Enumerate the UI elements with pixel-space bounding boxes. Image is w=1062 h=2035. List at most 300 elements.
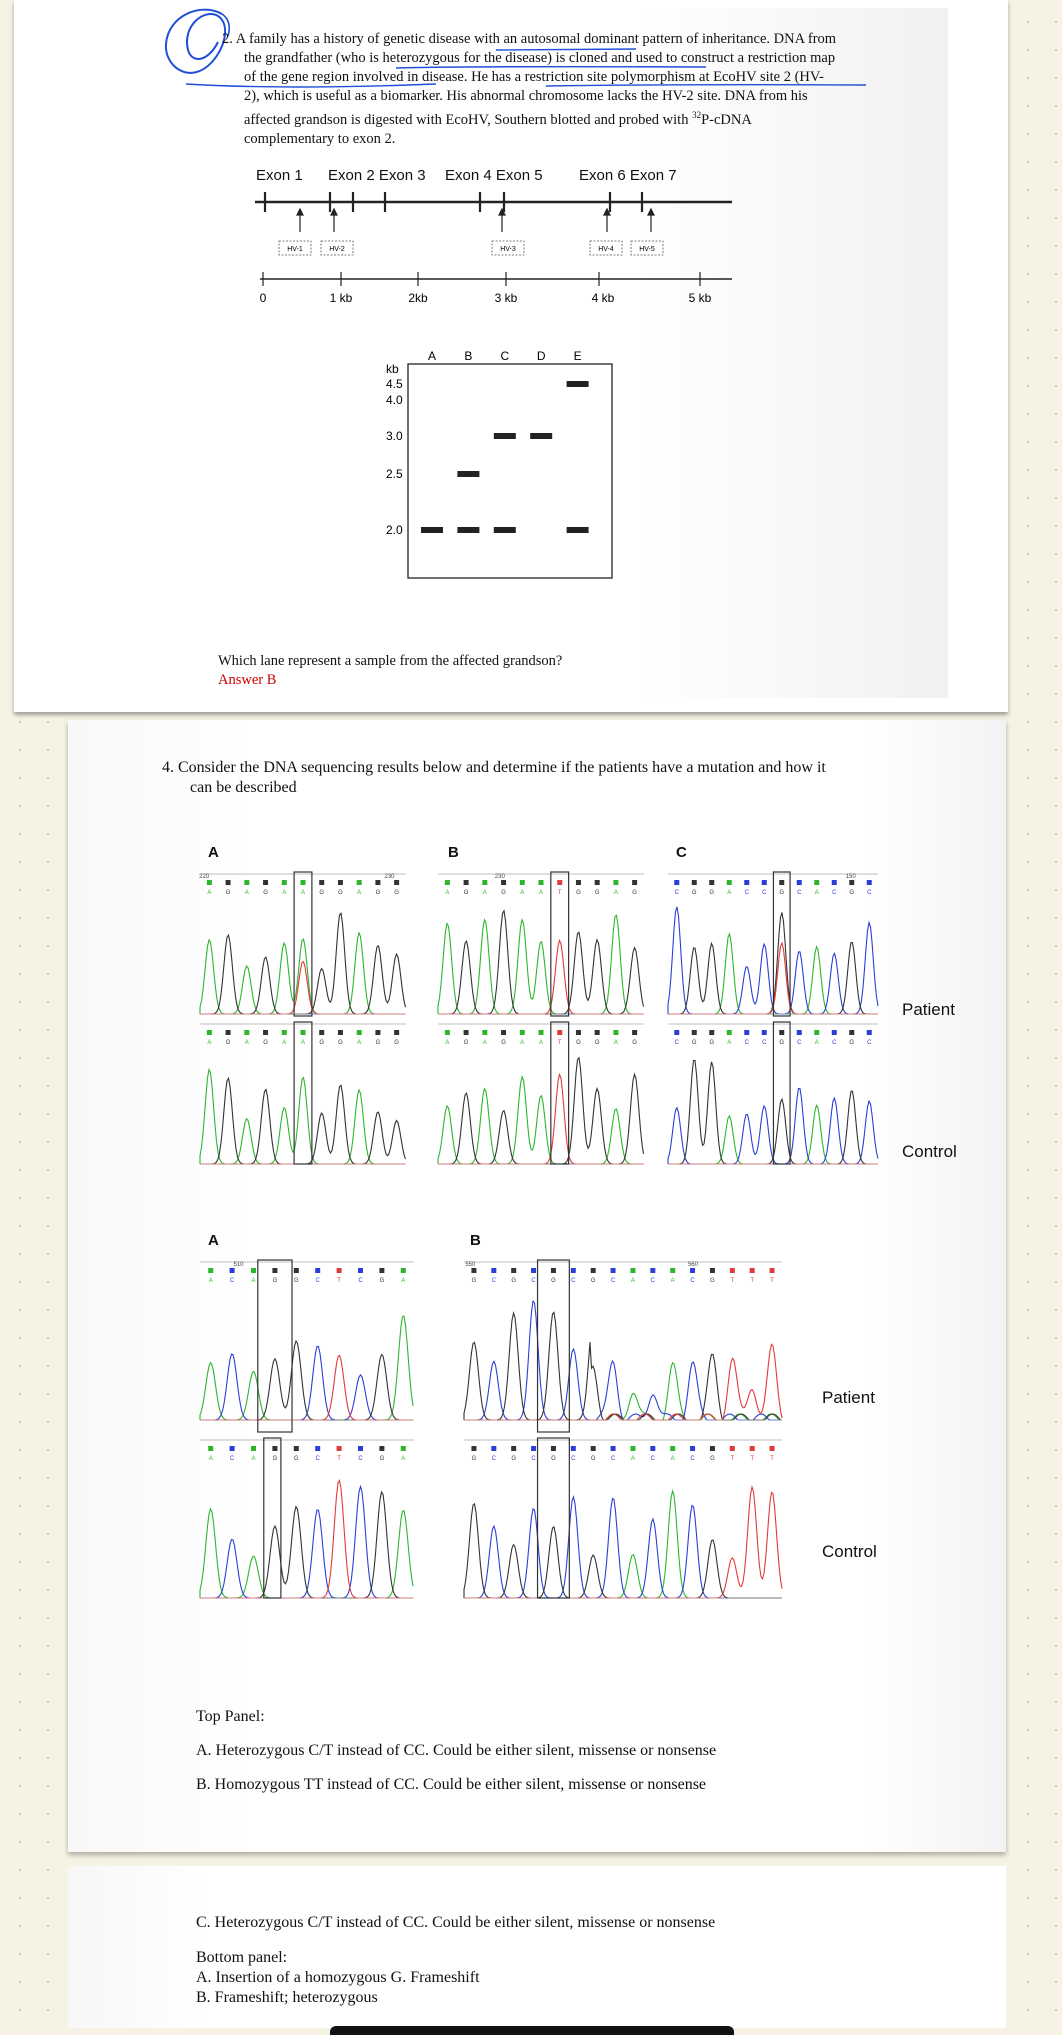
base-letter: A: [630, 1278, 635, 1284]
chromatogram-top-b: [434, 868, 646, 1176]
base-mark: [208, 1268, 213, 1273]
top-panel-label-b: B: [448, 844, 459, 861]
base-mark: [379, 1268, 384, 1273]
position-number: 510: [233, 1262, 244, 1268]
base-mark: [762, 1030, 767, 1035]
base-mark: [551, 1268, 556, 1273]
base-mark: [832, 880, 837, 885]
base-mark: [531, 1268, 536, 1273]
base-letter: A: [251, 1278, 256, 1284]
base-letter: A: [208, 1278, 213, 1284]
base-letter: A: [613, 1040, 618, 1046]
base-mark: [471, 1268, 476, 1273]
base-letter: C: [744, 890, 749, 896]
gel-kb-label: kb: [386, 362, 399, 376]
base-letter: G: [849, 890, 855, 896]
base-letter: A: [445, 890, 450, 896]
trace-a: [438, 1077, 644, 1164]
base-mark: [338, 880, 343, 885]
base-letter: T: [750, 1456, 755, 1462]
base-letter: G: [511, 1456, 517, 1462]
base-mark: [849, 880, 854, 885]
base-mark: [797, 1030, 802, 1035]
base-letter: G: [394, 1040, 399, 1046]
base-mark: [251, 1268, 256, 1273]
base-mark: [482, 1030, 487, 1035]
base-letter: C: [674, 890, 679, 896]
base-letter: C: [571, 1278, 576, 1284]
base-letter: G: [779, 890, 785, 896]
trace-t: [464, 1344, 782, 1420]
base-mark: [401, 1268, 406, 1273]
base-mark: [650, 1446, 655, 1451]
base-letter: A: [282, 890, 287, 896]
base-letter: A: [208, 1456, 213, 1462]
base-mark: [357, 880, 362, 885]
base-mark: [226, 1030, 231, 1035]
base-letter: C: [744, 1040, 749, 1046]
base-mark: [630, 1446, 635, 1451]
base-mark: [814, 1030, 819, 1035]
answers-continued: [196, 1912, 715, 2008]
base-letter: A: [814, 890, 819, 896]
base-letter: C: [832, 1040, 837, 1046]
base-letter: G: [263, 890, 268, 896]
chromatogram-top-c: [664, 868, 880, 1176]
base-letter: G: [691, 890, 697, 896]
base-letter: C: [229, 1456, 235, 1462]
base-mark: [226, 880, 231, 885]
base-letter: G: [379, 1278, 385, 1284]
question-4-line-2: can be described: [190, 779, 297, 796]
top-row-label-control: Control: [902, 1142, 957, 1161]
base-mark: [709, 880, 714, 885]
gel-band-c-3: [494, 433, 516, 439]
base-letter: C: [832, 890, 837, 896]
gel-marker-2-0: 2.0: [386, 523, 403, 537]
base-mark: [358, 1446, 363, 1451]
base-mark: [520, 880, 525, 885]
top-panel-title: Top Panel:: [196, 1708, 265, 1725]
position-number: 230: [494, 874, 505, 880]
base-letter: A: [244, 890, 249, 896]
base-letter: T: [337, 1278, 341, 1284]
base-mark: [727, 880, 732, 885]
gel-marker-4-5: 4.5: [386, 377, 403, 391]
base-mark: [571, 1268, 576, 1273]
base-mark: [727, 1030, 732, 1035]
base-mark: [511, 1268, 516, 1273]
base-mark: [867, 880, 872, 885]
base-letter: C: [315, 1456, 320, 1462]
base-letter: G: [293, 1278, 299, 1284]
base-mark: [690, 1268, 695, 1273]
base-letter: G: [338, 1040, 343, 1046]
trace-a: [200, 1509, 413, 1598]
base-mark: [779, 880, 784, 885]
base-letter: C: [797, 1040, 802, 1046]
base-letter: G: [849, 1040, 855, 1046]
position-number: 150: [845, 874, 856, 880]
site-hv-2: HV-2: [329, 246, 345, 253]
base-mark: [576, 1030, 581, 1035]
base-letter: G: [779, 1040, 785, 1046]
base-letter: G: [501, 1040, 506, 1046]
question-2-number: 2.: [222, 31, 233, 47]
base-letter: A: [670, 1456, 675, 1462]
base-letter: T: [770, 1278, 774, 1284]
base-mark: [770, 1268, 775, 1273]
trace-g: [200, 913, 406, 1014]
exon-label-4-5: Exon 4 Exon 5: [445, 167, 543, 184]
base-mark: [244, 1030, 249, 1035]
position-number: 560: [687, 1262, 698, 1268]
base-mark: [482, 880, 487, 885]
base-letter: C: [358, 1456, 363, 1462]
base-mark: [674, 1030, 679, 1035]
base-mark: [208, 1446, 213, 1451]
base-letter: G: [511, 1278, 517, 1284]
base-letter: G: [225, 1040, 231, 1046]
base-mark: [770, 1446, 775, 1451]
base-mark: [750, 1446, 755, 1451]
base-mark: [670, 1268, 675, 1273]
trace-g: [200, 1078, 406, 1164]
base-mark: [630, 1268, 635, 1273]
base-mark: [531, 1446, 536, 1451]
gel-lane-label-d: D: [536, 349, 546, 363]
gel-band-d-3: [530, 433, 552, 439]
base-letter: A: [613, 890, 618, 896]
site-hv-5: HV-5: [639, 246, 655, 253]
gel-band-c-2: [494, 527, 516, 533]
base-letter: A: [300, 890, 306, 896]
base-mark: [301, 1030, 306, 1035]
base-mark: [779, 1030, 784, 1035]
base-letter: A: [538, 890, 544, 896]
base-mark: [491, 1268, 496, 1273]
question-2-line-1: A family has a history of genetic disease with an autosomal dominant pattern of inheritance. DNA from: [235, 31, 837, 47]
gel-marker-2-5: 2.5: [386, 467, 403, 481]
base-mark: [251, 1446, 256, 1451]
base-letter: G: [379, 1456, 385, 1462]
base-letter: G: [375, 890, 381, 896]
base-mark: [263, 1030, 268, 1035]
base-letter: G: [375, 1040, 381, 1046]
base-letter: G: [263, 1040, 268, 1046]
gel-band-a-2: [421, 527, 443, 533]
base-letter: C: [358, 1278, 363, 1284]
scale-0: 0: [259, 291, 267, 305]
base-letter: C: [674, 1040, 679, 1046]
base-letter: C: [491, 1278, 496, 1284]
base-mark: [595, 1030, 600, 1035]
base-mark: [375, 880, 380, 885]
base-mark: [814, 880, 819, 885]
trace-a: [464, 1491, 782, 1598]
base-mark: [358, 1268, 363, 1273]
trace-c: [200, 1487, 413, 1598]
base-letter: T: [557, 1040, 562, 1046]
trace-g: [438, 1058, 644, 1164]
question-2-line-4: 2), which is useful as a biomarker. His abnormal chromosome lacks the HV-2 site. DNA from his: [244, 88, 808, 104]
exon-label-6-7: Exon 6 Exon 7: [579, 167, 677, 184]
gel-band-e-2: [567, 527, 589, 533]
base-letter: G: [272, 1456, 278, 1462]
base-mark: [294, 1446, 299, 1451]
base-mark: [710, 1446, 715, 1451]
base-letter: A: [538, 1040, 544, 1046]
gel-band-b-2-5: [457, 471, 479, 477]
base-mark: [319, 880, 324, 885]
base-mark: [337, 1446, 342, 1451]
southern-blot-gel: [368, 348, 618, 584]
scale-3kb: 3 kb: [494, 291, 518, 305]
highlight-box-control: [538, 1438, 570, 1598]
base-mark: [244, 880, 249, 885]
question-2-line-6: complementary to exon 2.: [244, 130, 396, 147]
base-mark: [849, 1030, 854, 1035]
base-mark: [230, 1446, 235, 1451]
base-letter: G: [709, 1040, 715, 1046]
base-letter: T: [730, 1456, 735, 1462]
base-letter: A: [401, 1456, 406, 1462]
question-2-line-5-post: P-cDNA: [701, 111, 752, 128]
question-2-line-5-pre: affected grandson is digested with EcoHV, Southern blotted and probed with: [244, 111, 693, 128]
base-letter: G: [710, 1456, 715, 1462]
top-answer-b: B. Homozygous TT instead of CC. Could be either silent, missense or nonsense: [196, 1776, 707, 1793]
base-mark: [282, 1030, 287, 1035]
base-letter: C: [650, 1278, 655, 1284]
trace-a: [200, 1316, 413, 1420]
base-letter: G: [319, 890, 325, 896]
question-4-text: [162, 758, 826, 798]
base-mark: [401, 1446, 406, 1451]
base-mark: [471, 1446, 476, 1451]
base-mark: [576, 880, 581, 885]
base-letter: G: [463, 1040, 469, 1046]
base-mark: [730, 1446, 735, 1451]
base-mark: [557, 880, 562, 885]
top-answer-a: A. Heterozygous C/T instead of CC. Could be either silent, missense or nonsense: [196, 1742, 717, 1759]
base-mark: [557, 1030, 562, 1035]
base-letter: C: [531, 1278, 536, 1284]
base-letter: A: [482, 890, 487, 896]
base-mark: [491, 1446, 496, 1451]
base-letter: G: [471, 1278, 477, 1284]
base-mark: [394, 1030, 399, 1035]
base-mark: [632, 880, 637, 885]
base-mark: [464, 880, 469, 885]
base-mark: [501, 880, 506, 885]
base-mark: [301, 880, 306, 885]
base-mark: [571, 1446, 576, 1451]
base-letter: A: [520, 1040, 525, 1046]
base-letter: A: [251, 1456, 256, 1462]
highlight-box-control: [264, 1438, 281, 1598]
trace-t: [200, 962, 406, 1014]
base-letter: T: [770, 1456, 774, 1462]
question-2-answer: Answer B: [218, 672, 277, 688]
trace-a: [464, 1363, 782, 1420]
base-mark: [207, 1030, 212, 1035]
gel-lane-label-a: A: [427, 349, 437, 363]
site-hv-1: HV-1: [287, 246, 303, 253]
base-letter: A: [445, 1040, 450, 1046]
base-letter: T: [750, 1278, 755, 1284]
base-mark: [539, 880, 544, 885]
base-letter: G: [594, 1040, 600, 1046]
top-panel-label-a: A: [208, 844, 219, 861]
gel-band-b-2: [457, 527, 479, 533]
trace-a: [200, 933, 406, 1014]
base-mark: [692, 880, 697, 885]
base-mark: [272, 1268, 277, 1273]
exon-label-1: Exon 1: [256, 167, 303, 184]
question-2-prompt: Which lane represent a sample from the affected grandson?: [218, 653, 563, 669]
base-mark: [613, 880, 618, 885]
base-mark: [832, 1030, 837, 1035]
base-mark: [595, 880, 600, 885]
base-mark: [650, 1268, 655, 1273]
restriction-map: [250, 190, 740, 305]
bottom-panel-label-a: A: [208, 1232, 219, 1249]
base-letter: G: [590, 1278, 596, 1284]
base-letter: C: [491, 1456, 496, 1462]
base-letter: G: [576, 1040, 581, 1046]
base-letter: T: [730, 1278, 735, 1284]
base-mark: [445, 1030, 450, 1035]
isotope-superscript: 32: [692, 110, 702, 120]
scale-2kb: 2kb: [408, 291, 428, 305]
base-letter: G: [590, 1456, 596, 1462]
base-letter: T: [557, 890, 562, 896]
base-mark: [282, 880, 287, 885]
base-mark: [762, 880, 767, 885]
chromatogram-top-a: [196, 868, 408, 1176]
base-letter: G: [463, 890, 469, 896]
base-mark: [632, 1030, 637, 1035]
base-mark: [294, 1268, 299, 1273]
bottom-row-label-patient: Patient: [822, 1388, 875, 1407]
base-letter: C: [531, 1456, 536, 1462]
position-number: 220: [199, 874, 210, 880]
trace-t: [464, 1487, 782, 1598]
scale-1kb: 1 kb: [329, 291, 353, 305]
base-letter: C: [610, 1456, 616, 1462]
base-letter: G: [709, 890, 715, 896]
bottom-scroll-bar[interactable]: [330, 2026, 734, 2035]
base-letter: A: [207, 1040, 212, 1046]
base-mark: [690, 1446, 695, 1451]
base-letter: A: [630, 1456, 635, 1462]
position-number: 550: [465, 1262, 476, 1268]
base-mark: [263, 880, 268, 885]
base-mark: [357, 1030, 362, 1035]
base-letter: C: [571, 1456, 576, 1462]
bottom-row-label-control: Control: [822, 1542, 877, 1561]
trace-g: [200, 1492, 413, 1598]
question-2-line-3: of the gene region involved in disease. He has a restriction site polymorphism at EcoHV site 2 (HV-: [244, 69, 824, 85]
trace-g: [438, 911, 644, 1014]
base-mark: [337, 1268, 342, 1273]
base-letter: G: [293, 1456, 299, 1462]
base-mark: [611, 1446, 616, 1451]
base-mark: [670, 1446, 675, 1451]
bottom-panel-title: Bottom panel:: [196, 1949, 288, 1966]
question-4-line-1: 4. Consider the DNA sequencing results below and determine if the patients have a mutation and how it: [162, 759, 826, 776]
top-answer-c: C. Heterozygous C/T instead of CC. Could be either silent, missense or nonsense: [196, 1914, 716, 1931]
base-letter: G: [576, 890, 581, 896]
base-letter: C: [762, 1040, 767, 1046]
scale-4kb: 4 kb: [591, 291, 615, 305]
base-mark: [867, 1030, 872, 1035]
base-letter: A: [401, 1278, 406, 1284]
site-hv-4: HV-4: [598, 246, 614, 253]
base-letter: C: [762, 890, 767, 896]
base-mark: [692, 1030, 697, 1035]
base-letter: A: [482, 1040, 487, 1046]
base-letter: C: [867, 1040, 872, 1046]
base-letter: A: [357, 1040, 362, 1046]
base-mark: [445, 880, 450, 885]
gel-marker-4-0: 4.0: [386, 393, 403, 407]
base-mark: [744, 880, 749, 885]
base-letter: C: [229, 1278, 235, 1284]
base-letter: G: [551, 1456, 556, 1462]
base-letter: G: [551, 1278, 556, 1284]
base-letter: A: [727, 1040, 732, 1046]
question-2-line-2: the grandfather (who is heterozygous for the disease) is cloned and used to construct a restriction map: [244, 50, 836, 66]
exon-label-2-3: Exon 2 Exon 3: [328, 167, 426, 184]
trace-a: [200, 1070, 406, 1164]
base-letter: G: [632, 890, 637, 896]
base-letter: T: [337, 1456, 341, 1462]
base-mark: [709, 1030, 714, 1035]
base-mark: [230, 1268, 235, 1273]
base-letter: C: [650, 1456, 655, 1462]
base-mark: [611, 1268, 616, 1273]
base-mark: [710, 1268, 715, 1273]
base-letter: G: [594, 890, 600, 896]
base-letter: G: [225, 890, 231, 896]
handwritten-underlines: [166, 40, 886, 110]
gel-lane-label-e: E: [573, 349, 582, 363]
gel-lane-label-c: C: [500, 349, 510, 363]
base-letter: G: [632, 1040, 637, 1046]
chromatogram-bottom-a: [196, 1256, 418, 1602]
base-letter: G: [272, 1278, 278, 1284]
base-letter: A: [244, 1040, 249, 1046]
base-mark: [315, 1446, 320, 1451]
base-letter: A: [814, 1040, 819, 1046]
base-letter: G: [338, 890, 343, 896]
base-mark: [379, 1446, 384, 1451]
base-letter: G: [394, 890, 399, 896]
answers-top: [196, 1706, 716, 1796]
base-mark: [338, 1030, 343, 1035]
base-letter: G: [710, 1278, 715, 1284]
base-mark: [591, 1446, 596, 1451]
base-mark: [207, 880, 212, 885]
base-letter: G: [501, 890, 506, 896]
base-mark: [797, 880, 802, 885]
base-mark: [464, 1030, 469, 1035]
base-letter: C: [690, 1278, 695, 1284]
base-letter: C: [690, 1456, 695, 1462]
base-letter: G: [319, 1040, 325, 1046]
scale-5kb: 5 kb: [688, 291, 712, 305]
